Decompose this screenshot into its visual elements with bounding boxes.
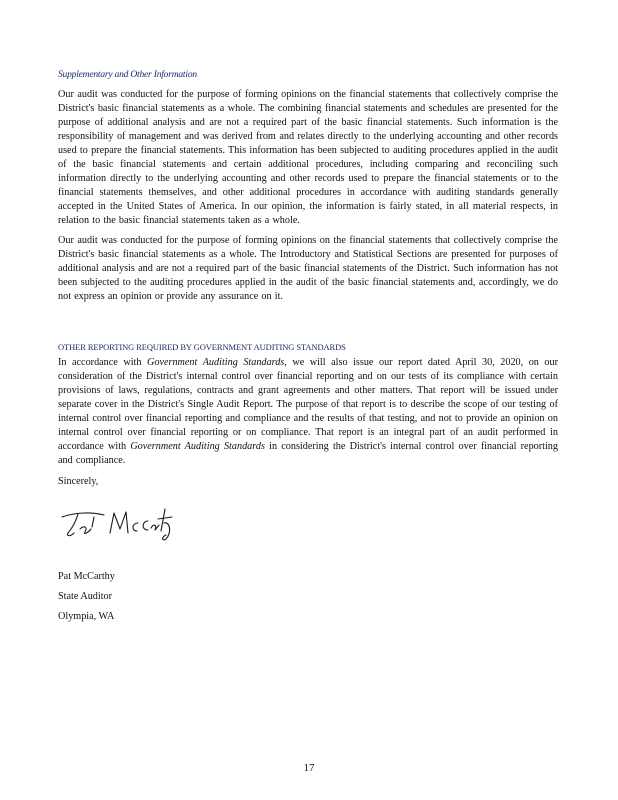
signer-name: Pat McCarthy [58,571,115,582]
other-reporting-paragraph: In accordance with Government Auditing Standards, we will also issue our report dated April 30, 2020, on our consideration of the District's internal control over financial reporting and on our tests of its compliance with certain provisions of laws, regulations, contracts and grant agreements and other matters. That report will be issued under separate cover in the District's Single Audit Report. The purpose of that report is to describe the scope of our testing of internal control over financial reporting and compliance and the results of that testing, and not to provide an opinion on internal control over financial reporting or on compliance. That report is an integral part of an audit performed in accordance with Government Auditing Standards in considering the District's internal control over financial reporting and compliance. [58,357,559,466]
page-number: 17 [303,762,315,774]
supplementary-paragraph-2: Our audit was conducted for the purpose of forming opinions on the financial statements that collectively comprise the District's basic financial statements as a whole. The Introductory and Statistical Sections are presented for purposes of additional analysis and are not a required part of the basic financial statements of the District. Such information has not been subjected to the auditing procedures applied in the audit of the basic financial statements and, accordingly, we do not express an opinion or provide any assurance on it. [58,235,558,302]
signer-location: Olympia, WA [58,611,115,622]
signer-title: State Auditor [58,591,113,602]
supplementary-heading: Supplementary and Other Information [58,70,197,80]
closing-salutation: Sincerely, [58,476,99,487]
supplementary-paragraph-1: Our audit was conducted for the purpose of forming opinions on the financial statements that collectively comprise the District's basic financial statements as a whole. The combining financial statements and schedules are presented for the purpose of additional analysis and are not a required part of the basic financial statements. Such information is the responsibility of management and was derived from and relates directly to the underlying accounting and other records used to prepare the financial statements. This information has been subjected to auditing procedures applied in the audit of the basic financial statements and certain additional procedures, including comparing and reconciling such information directly to the underlying accounting and other records used to prepare the financial statements or to the financial statements themselves, and other additional procedures in accordance with auditing standards generally accepted in the United States of America. In our opinion, the information is fairly stated, in all material respects, in relation to the basic financial statements taken as a whole. [58,89,558,226]
handwritten-signature [58,503,178,543]
gas-citation-2: Government Auditing Standards [130,441,265,452]
other-reporting-heading: OTHER REPORTING REQUIRED BY GOVERNMENT AUDITING STANDARDS [58,342,346,352]
report-body [58,70,558,627]
gas-citation-1: Government Auditing Standards [147,357,285,368]
